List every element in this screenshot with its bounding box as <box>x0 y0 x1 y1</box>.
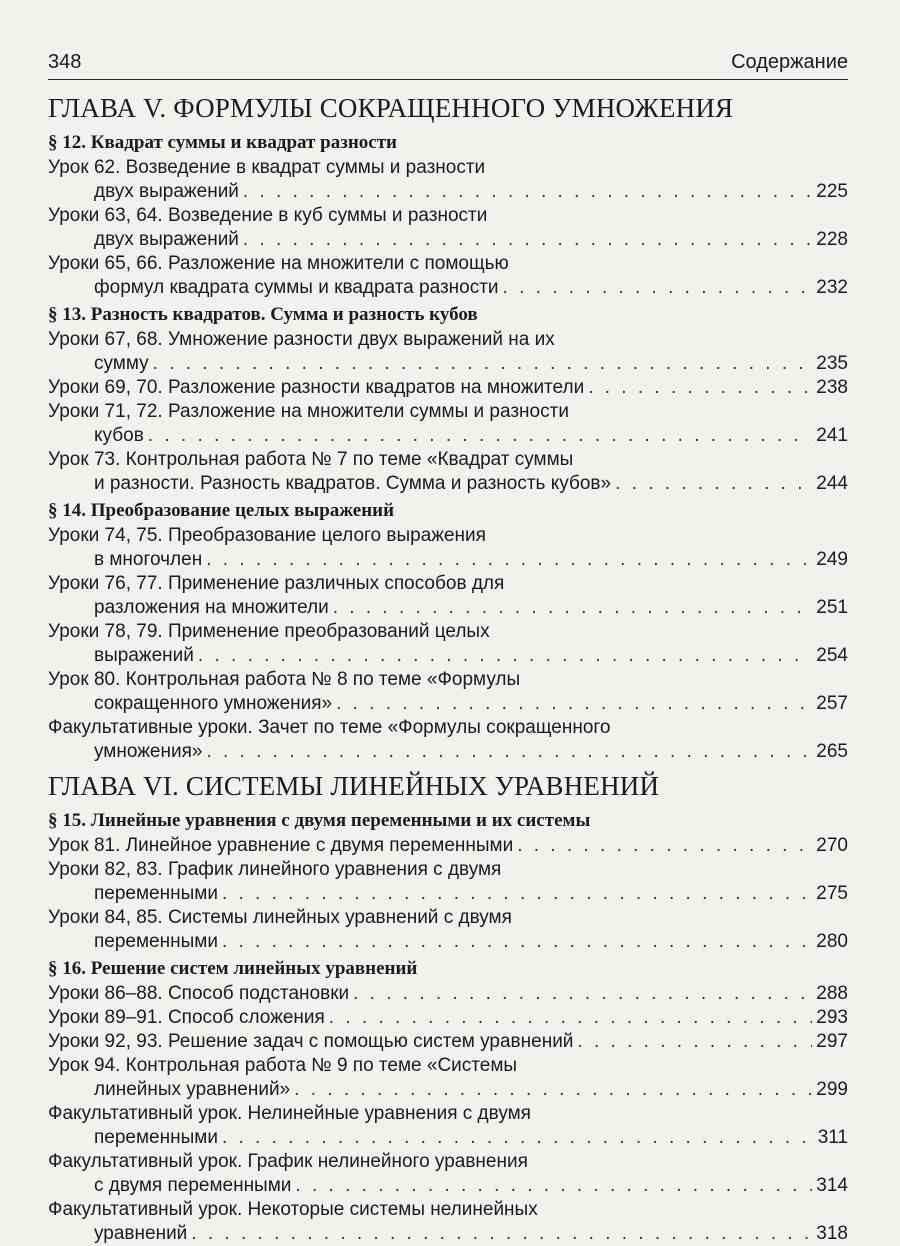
toc-entry <box>48 400 848 448</box>
entry-line <box>48 548 848 572</box>
entry-line <box>48 644 848 668</box>
entry-text: Уроки 89–91. Способ сложения <box>48 1007 325 1028</box>
page-ref: 251 <box>816 597 848 618</box>
leader-dots <box>148 424 813 448</box>
page-ref: 297 <box>816 1031 848 1052</box>
toc-entry <box>48 156 848 204</box>
entry-line <box>48 572 848 596</box>
toc-entry <box>48 1006 848 1030</box>
entry-line <box>48 1078 848 1102</box>
entry-text: сумму <box>94 353 149 374</box>
entry-text: Уроки 92, 93. Решение задач с помощью систем уравнений <box>48 1031 574 1052</box>
section-title: § 14. Преобразование целых выражений <box>48 500 395 521</box>
section-title: § 12. Квадрат суммы и квадрат разности <box>48 132 397 153</box>
page-ref: 244 <box>816 473 848 494</box>
entry-line <box>48 740 848 764</box>
toc-entry <box>48 1198 848 1246</box>
toc-entry <box>48 524 848 572</box>
page-ref: 225 <box>816 181 848 202</box>
entry-text: умножения» <box>94 741 203 762</box>
toc-entry <box>48 1150 848 1198</box>
entry-text: формул квадрата суммы и квадрата разности <box>94 277 499 298</box>
page-number: 348 <box>48 51 82 73</box>
leader-dots <box>577 1030 812 1054</box>
entry-text: Факультативный урок. График нелинейного уравнения <box>48 1151 528 1172</box>
entry-line <box>48 524 848 548</box>
leader-dots <box>198 644 812 668</box>
toc-entry <box>48 906 848 954</box>
entry-text: переменными <box>94 931 218 952</box>
leader-dots <box>206 740 812 764</box>
entry-line <box>48 1198 848 1222</box>
leader-dots <box>243 228 812 252</box>
entry-line <box>48 1030 848 1054</box>
entry-line <box>48 228 848 252</box>
entry-text: Уроки 65, 66. Разложение на множители с помощью <box>48 253 509 274</box>
entry-line <box>48 180 848 204</box>
toc-entry <box>48 572 848 620</box>
leader-dots <box>503 276 813 300</box>
entry-line <box>48 982 848 1006</box>
running-head <box>48 44 848 74</box>
leader-dots <box>588 376 812 400</box>
entry-text: Уроки 67, 68. Умножение разности двух выражений на их <box>48 329 555 350</box>
page-ref: 249 <box>816 549 848 570</box>
page-ref: 299 <box>816 1079 848 1100</box>
leader-dots <box>294 1078 812 1102</box>
section-title: § 15. Линейные уравнения с двумя переменными и их системы <box>48 810 591 831</box>
page-ref: 241 <box>816 425 848 446</box>
running-title: Содержание <box>731 51 848 73</box>
entry-line <box>48 204 848 228</box>
page-ref: 232 <box>816 277 848 298</box>
leader-dots <box>222 882 812 906</box>
toc-entry <box>48 252 848 300</box>
entry-line <box>48 448 848 472</box>
entry-line <box>48 668 848 692</box>
toc-entry <box>48 448 848 496</box>
entry-line <box>48 156 848 180</box>
entry-text: Уроки 63, 64. Возведение в куб суммы и разности <box>48 205 488 226</box>
entry-line <box>48 276 848 300</box>
entry-line <box>48 1150 848 1174</box>
page-ref: 275 <box>816 883 848 904</box>
entry-text: Уроки 76, 77. Применение различных способов для <box>48 573 505 594</box>
leader-dots <box>222 1126 814 1150</box>
entry-line <box>48 834 848 858</box>
chapter-title: ГЛАВА VI. СИСТЕМЫ ЛИНЕЙНЫХ УРАВНЕНИЙ <box>48 771 660 801</box>
entry-line <box>48 930 848 954</box>
toc-entry <box>48 376 848 400</box>
entry-text: линейных уравнений» <box>94 1079 291 1100</box>
leader-dots <box>153 352 813 376</box>
leader-dots <box>353 982 812 1006</box>
page-ref: 311 <box>817 1127 848 1148</box>
entry-line <box>48 882 848 906</box>
entry-text: Уроки 69, 70. Разложение разности квадратов на множители <box>48 377 585 398</box>
leader-dots <box>517 834 812 858</box>
entry-line <box>48 1126 848 1150</box>
leader-dots <box>333 596 813 620</box>
page-ref: 235 <box>816 353 848 374</box>
page-ref: 288 <box>816 983 848 1004</box>
entry-text: двух выражений <box>94 229 239 250</box>
chapter-title: ГЛАВА V. ФОРМУЛЫ СОКРАЩЕННОГО УМНОЖЕНИЯ <box>48 93 734 123</box>
leader-dots <box>243 180 812 204</box>
entry-text: Уроки 82, 83. График линейного уравнения с двумя <box>48 859 502 880</box>
entry-line <box>48 352 848 376</box>
page-ref: 257 <box>816 693 848 714</box>
entry-text: разложения на множители <box>94 597 329 618</box>
entry-line <box>48 1102 848 1126</box>
section-title: § 16. Решение систем линейных уравнений <box>48 958 418 979</box>
leader-dots <box>206 548 812 572</box>
entry-text: уравнений <box>94 1223 188 1244</box>
toc-entry <box>48 1054 848 1102</box>
toc-entry <box>48 858 848 906</box>
entry-text: Урок 81. Линейное уравнение с двумя переменными <box>48 835 514 856</box>
entry-text: и разности. Разность квадратов. Сумма и разность кубов» <box>94 473 612 494</box>
page-ref: 280 <box>816 931 848 952</box>
entry-text: кубов <box>94 425 144 446</box>
entry-text: Урок 80. Контрольная работа № 8 по теме «Формулы <box>48 669 521 690</box>
entry-line <box>48 1222 848 1246</box>
page-ref: 270 <box>816 835 848 856</box>
toc-entry <box>48 1030 848 1054</box>
entry-text: Факультативный урок. Нелинейные уравнения с двумя <box>48 1103 531 1124</box>
entry-line <box>48 692 848 716</box>
entry-line <box>48 620 848 644</box>
entry-line <box>48 716 848 740</box>
table-of-contents <box>48 88 848 1246</box>
entry-text: сокращенного умножения» <box>94 693 333 714</box>
entry-text: с двумя переменными <box>94 1175 292 1196</box>
entry-text: Урок 94. Контрольная работа № 9 по теме «Системы <box>48 1055 518 1076</box>
leader-dots <box>336 692 812 716</box>
leader-dots <box>222 930 812 954</box>
toc-entry <box>48 1102 848 1150</box>
entry-line <box>48 328 848 352</box>
page-ref: 314 <box>816 1175 848 1196</box>
header-rule <box>48 79 848 80</box>
entry-line <box>48 596 848 620</box>
entry-line <box>48 1006 848 1030</box>
entry-text: переменными <box>94 883 218 904</box>
page-ref: 238 <box>816 377 848 398</box>
toc-entry <box>48 328 848 376</box>
leader-dots <box>295 1174 812 1198</box>
entry-line <box>48 1174 848 1198</box>
entry-text: выражений <box>94 645 194 666</box>
entry-line <box>48 424 848 448</box>
leader-dots <box>615 472 812 496</box>
entry-line <box>48 400 848 424</box>
toc-entry <box>48 204 848 252</box>
leader-dots <box>329 1006 813 1030</box>
entry-line <box>48 376 848 400</box>
entry-text: в многочлен <box>94 549 203 570</box>
entry-text: Уроки 84, 85. Системы линейных уравнений с двумя <box>48 907 512 928</box>
entry-text: Уроки 71, 72. Разложение на множители суммы и разности <box>48 401 569 422</box>
page-ref: 228 <box>816 229 848 250</box>
entry-line <box>48 1054 848 1078</box>
page-ref: 265 <box>816 741 848 762</box>
entry-text: Факультативный урок. Некоторые системы нелинейных <box>48 1199 538 1220</box>
toc-entry <box>48 620 848 668</box>
entry-text: Урок 62. Возведение в квадрат суммы и разности <box>48 157 486 178</box>
entry-text: Уроки 78, 79. Применение преобразований целых <box>48 621 490 642</box>
toc-entry <box>48 668 848 716</box>
entry-text: переменными <box>94 1127 218 1148</box>
toc-entry <box>48 716 848 764</box>
toc-entry <box>48 834 848 858</box>
entry-text: Уроки 86–88. Способ подстановки <box>48 983 350 1004</box>
section-title: § 13. Разность квадратов. Сумма и разность кубов <box>48 304 478 325</box>
leader-dots <box>191 1222 812 1246</box>
entry-text: Факультативные уроки. Зачет по теме «Формулы сокращенного <box>48 717 611 738</box>
entry-line <box>48 472 848 496</box>
entry-text: Урок 73. Контрольная работа № 7 по теме «Квадрат суммы <box>48 449 574 470</box>
page-ref: 318 <box>816 1223 848 1244</box>
entry-text: двух выражений <box>94 181 239 202</box>
entry-line <box>48 252 848 276</box>
toc-entry <box>48 982 848 1006</box>
entry-text: Уроки 74, 75. Преобразование целого выражения <box>48 525 486 546</box>
entry-line <box>48 858 848 882</box>
page-ref: 293 <box>816 1007 848 1028</box>
page-ref: 254 <box>816 645 848 666</box>
entry-line <box>48 906 848 930</box>
